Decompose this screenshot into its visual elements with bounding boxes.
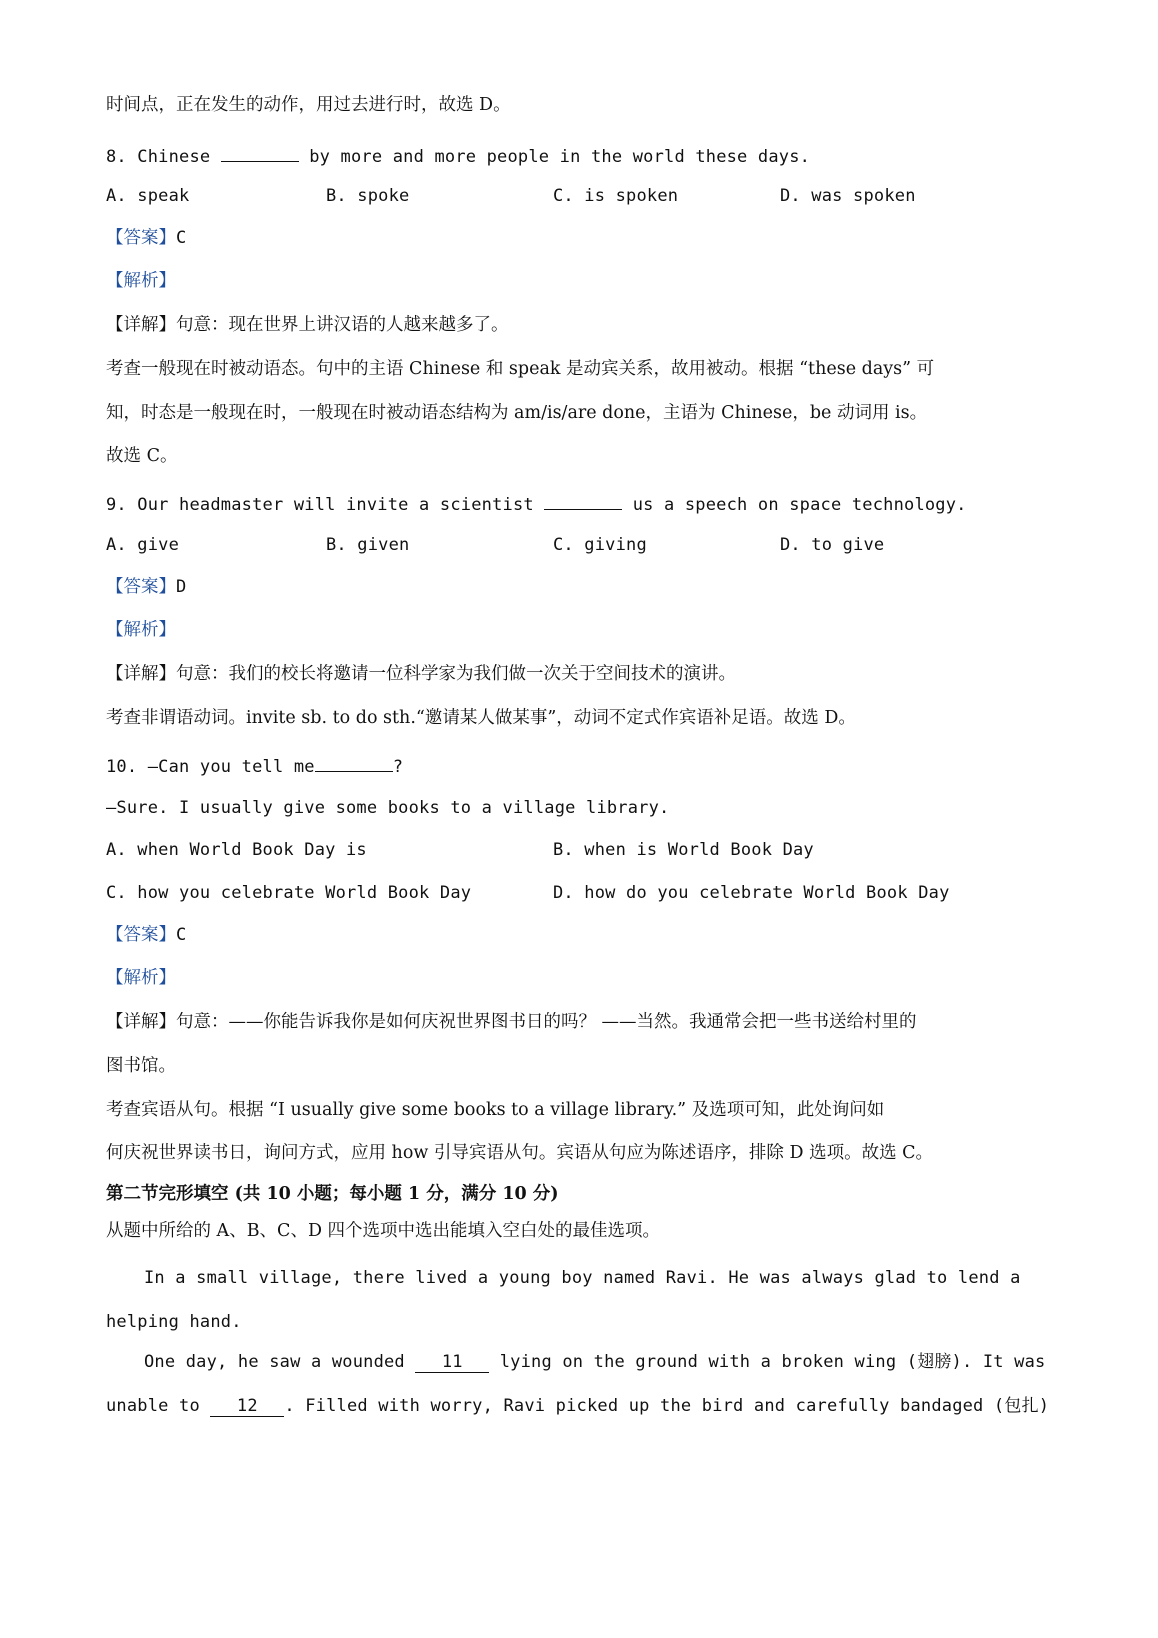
q9-stem: [106, 491, 1066, 517]
q10-option-c: C. how you celebrate World Book Day: [106, 883, 472, 903]
q8-detail: [106, 313, 1066, 337]
q8-option-d: D. was spoken: [780, 186, 916, 206]
passage-p2-line-2: [106, 1394, 1066, 1418]
passage-p2-line-2-post: . Filled with worry, Ravi picked up the bird and carefully bandaged (包扎): [284, 1396, 1050, 1416]
q8-option-b: B. spoke: [326, 186, 410, 206]
q10-option-b: B. when is World Book Day: [553, 840, 814, 860]
q9-stem-pre: 9. Our headmaster will invite a scientist: [106, 495, 545, 515]
q10-reply: —Sure. I usually give some books to a village library.: [106, 798, 670, 818]
q9-blank: [544, 491, 622, 510]
q10-answer: [106, 923, 1066, 947]
q10-explain-line-2: 何庆祝世界读书日，询问方式，应用 how 引导宾语从句。宾语从句应为陈述语序，排除 D 选项。故选 C。: [106, 1143, 934, 1163]
section-2-title: 第二节完形填空 (共 10 小题；每小题 1 分，满分 10 分): [106, 1184, 559, 1204]
answer-label: 【答案】: [106, 228, 176, 248]
q9-options: [106, 535, 1066, 559]
q8-detail-text: 句意：现在世界上讲汉语的人越来越多了。: [176, 315, 509, 335]
blank-12: 12: [210, 1396, 284, 1417]
passage-p2-line-1: [144, 1350, 1104, 1374]
q9-detail: [106, 662, 1066, 686]
q8-stem-pre: 8. Chinese: [106, 147, 221, 167]
q10-answer-value: C: [176, 925, 187, 945]
detail-label: 【详解】: [106, 315, 176, 335]
detail-label: 【详解】: [106, 664, 176, 684]
q8-stem-post: by more and more people in the world these days.: [298, 147, 811, 167]
q10-detail-line-2: 图书馆。: [106, 1056, 176, 1076]
answer-label: 【答案】: [106, 577, 176, 597]
q9-option-d: D. to give: [780, 535, 885, 555]
q10-option-d: D. how do you celebrate World Book Day: [553, 883, 950, 903]
q10-blank: [315, 753, 393, 772]
q9-analysis-label: 【解析】: [106, 620, 176, 640]
intro-tail-text: 时间点，正在发生的动作，用过去进行时，故选 D。: [106, 95, 511, 115]
passage-p2-line-1-pre: One day, he saw a wounded: [144, 1352, 416, 1372]
q9-option-b: B. given: [326, 535, 410, 555]
q9-option-c: C. giving: [553, 535, 647, 555]
q9-stem-post: us a speech on space technology.: [622, 495, 967, 515]
q9-answer: [106, 575, 1066, 599]
q8-explain-line-1: 考查一般现在时被动语态。句中的主语 Chinese 和 speak 是动宾关系，故用被动。根据 “these days” 可: [106, 359, 935, 379]
passage-p2-line-1-post: lying on the ground with a broken wing (翅膀). It was: [489, 1352, 1046, 1372]
section-2-instruction: 从题中所给的 A、B、C、D 四个选项中选出能填入空白处的最佳选项。: [106, 1221, 661, 1241]
q8-answer-value: C: [176, 228, 187, 248]
q10-stem-pre: 10. —Can you tell me: [106, 757, 315, 777]
q8-explain-line-2: 知，时态是一般现在时，一般现在时被动语态结构为 am/is/are done，主语为 Chinese，be 动词用 is。: [106, 403, 928, 423]
q10-detail-text-1: 句意：——你能告诉我你是如何庆祝世界图书日的吗？ ——当然。我通常会把一些书送给村里的: [176, 1012, 917, 1032]
detail-label: 【详解】: [106, 1012, 176, 1032]
q10-stem-post: ?: [392, 757, 404, 777]
q10-explain-line-1: 考查宾语从句。根据 “I usually give some books to a village library.” 及选项可知，此处询问如: [106, 1100, 885, 1120]
q9-detail-text: 句意：我们的校长将邀请一位科学家为我们做一次关于空间技术的演讲。: [176, 664, 736, 684]
blank-11: 11: [415, 1352, 489, 1373]
q8-blank: [221, 143, 299, 162]
q8-answer: [106, 226, 1066, 250]
passage-p2-line-2-pre: unable to: [106, 1396, 211, 1416]
passage-p1-line-1: In a small village, there lived a young boy named Ravi. He was always glad to lend a: [144, 1268, 1021, 1288]
q9-explain-line-1: 考查非谓语动词。invite sb. to do sth.“邀请某人做某事”，动词不定式作宾语补足语。故选 D。: [106, 708, 856, 728]
passage-p1-line-2: helping hand.: [106, 1312, 242, 1332]
q8-option-c: C. is spoken: [553, 186, 679, 206]
q9-option-a: A. give: [106, 535, 180, 555]
q8-option-a: A. speak: [106, 186, 190, 206]
q8-options: [106, 186, 1066, 210]
answer-label: 【答案】: [106, 925, 176, 945]
q10-analysis-label: 【解析】: [106, 968, 176, 988]
q10-options-row-1: [106, 840, 1066, 864]
q10-detail-line-1: [106, 1010, 1066, 1034]
q8-explain-line-3: 故选 C。: [106, 446, 178, 466]
q8-stem: [106, 143, 1066, 169]
q10-options-row-2: [106, 883, 1066, 907]
q9-answer-value: D: [176, 577, 187, 597]
q10-option-a: A. when World Book Day is: [106, 840, 367, 860]
q8-analysis-label: 【解析】: [106, 271, 176, 291]
q10-stem: [106, 753, 1066, 779]
